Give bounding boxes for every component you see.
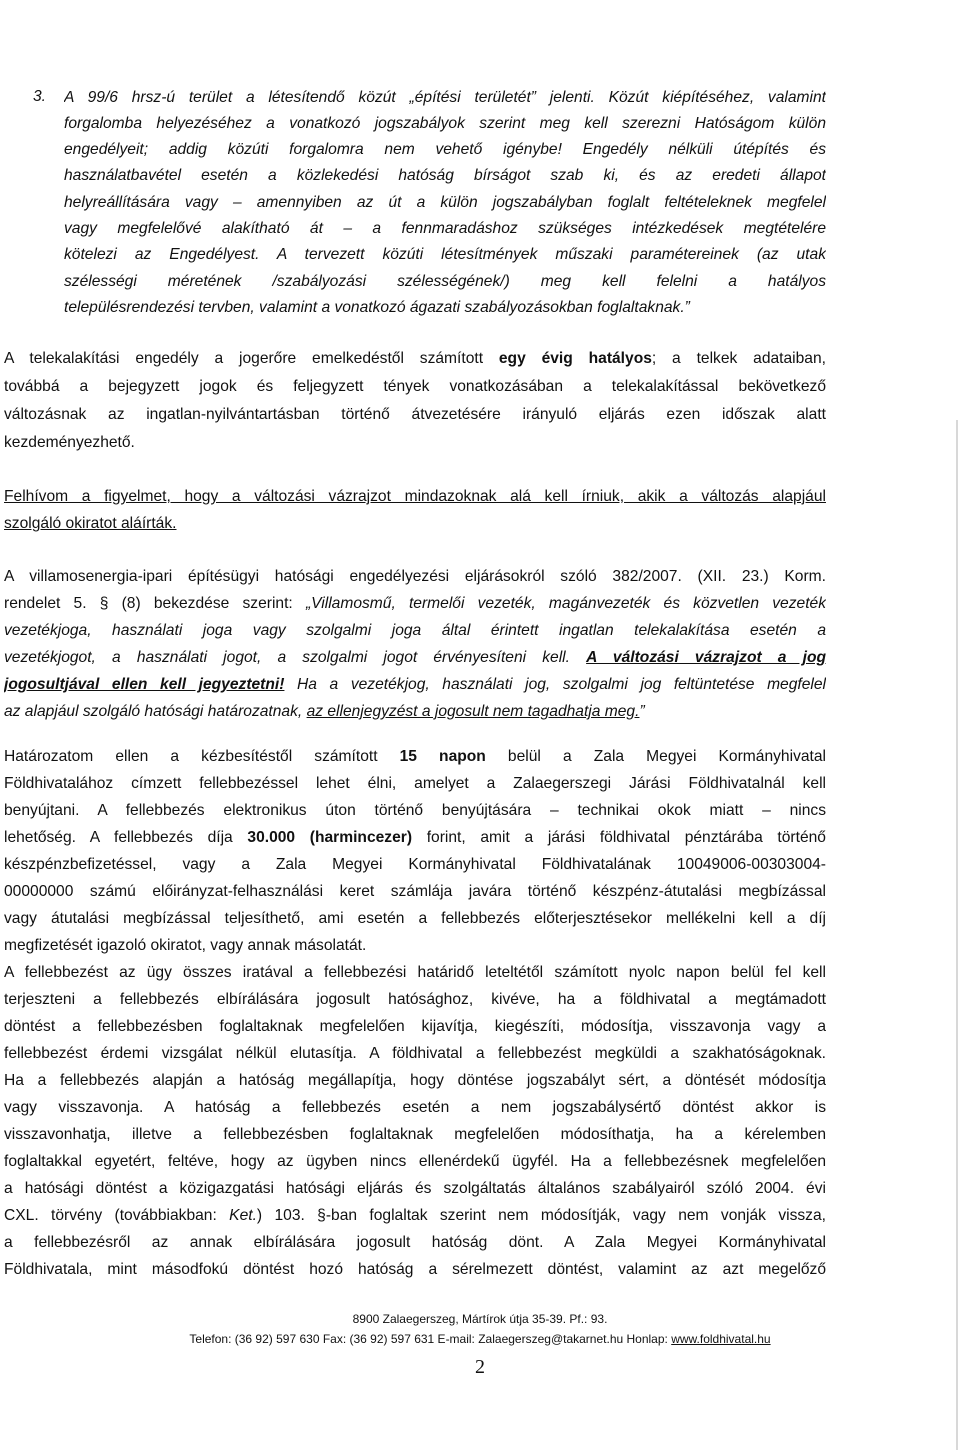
appeal-line: megfizetését igazoló okiratot, vagy annak másolatát. — [4, 937, 367, 954]
text-run: CXL. törvény (továbbiakban: — [4, 1207, 230, 1224]
italic-run: vezetékjogot, a használati jogot, a szolgalmi jogot érvényesíteni kell. — [4, 649, 587, 666]
italic-run: Ket. — [229, 1207, 257, 1224]
item3-line: engedélyeit; addig közúti forgalomra nem vehető igénybe! Engedély nélküli útépítés és — [64, 141, 826, 158]
decree-line — [4, 675, 826, 697]
scan-edge — [956, 420, 958, 1450]
bold-underline-run: jogosultjával ellen kell jegyeztetni! — [4, 676, 285, 693]
procedure-line: a hatósági döntést a közigazgatási hatósági eljárás és szolgáltatás általános szabályairól szóló 2004. évi — [4, 1180, 826, 1197]
procedure-line: foglaltakkal egyetért, feltéve, hogy az ügyben nincs ellenérdekű ügyfél. Ha a fellebbezésnek megfelelően — [4, 1153, 826, 1170]
item3-line: forgalomba helyezéséhez a vonatkozó jogszabályok szerint meg kell szerezni Hatóságom külön — [64, 115, 826, 132]
bold-run: 15 napon — [399, 748, 486, 765]
procedure-line — [4, 1206, 826, 1228]
appeal-line: 00000000 számú előirányzat-felhasználási keret számlája javára történő készpénz-átutalási megbízással — [4, 883, 826, 900]
text-run: A telekalakítási engedély a jogerőre emelkedéstől számított — [4, 350, 499, 367]
appeal-line: vagy átutalási megbízással teljesíthető, ami esetén a fellebbezés előterjesztésekor mellékelni kell a díj — [4, 910, 826, 927]
text-run: rendelet 5. § (8) bekezdése szerint: — [4, 595, 306, 612]
text-run: ; a telkek adataiban, — [651, 350, 826, 367]
text-run: lehetőség. A fellebbezés díja — [4, 829, 248, 846]
procedure-line: döntést a fellebbezésben foglaltaknak megfelelően kijavítja, kiegészíti, módosítja, visszavonja vagy a — [4, 1018, 826, 1035]
item3-line: kötelezi az Engedélyest. A tervezett közúti létesítmények műszaki paramétereinek (az utak — [64, 246, 826, 263]
procedure-line: vagy visszavonja. A hatóság a fellebbezés esetén a nem jogszabálysértő döntést akkor is — [4, 1099, 826, 1116]
procedure-line: Földhivatala, mint másodfokú döntést hozó hatóság a sérelmezett döntést, valamint az azt megelőző — [4, 1261, 826, 1278]
validity-line: változásnak az ingatlan-nyilvántartásban történő átvezetésére irányuló eljárás ezen időszak alatt — [4, 406, 826, 423]
item3-line: településrendezési tervben, valamint a vonatkozó ágazati szabályozásokban foglaltaknak.” — [64, 299, 690, 316]
notice-line: szolgáló okiratot aláírták. — [4, 515, 177, 532]
page-number: 2 — [475, 1356, 485, 1378]
appeal-line — [4, 747, 826, 769]
decree-line — [4, 648, 826, 670]
procedure-line: fellebbezést érdemi vizsgálat nélkül elutasítja. A földhivatal a fellebbezést megküldi a szakhatóságoknak. — [4, 1045, 826, 1062]
italic-run: ” — [639, 703, 645, 720]
appeal-line: benyújtani. A fellebbezés elektronikus úton történő benyújtására – technikai okok miatt – nincs — [4, 802, 826, 819]
footer-address: 8900 Zalaegerszeg, Mártírok útja 35-39. Pf.: 93. — [352, 1312, 608, 1326]
italic-run: „Villamosmű, termelői vezeték, magánvezeték és közvetlen vezeték — [305, 595, 826, 612]
decree-line: A villamosenergia-ipari építésügyi hatósági engedélyezési eljárásokról szóló 382/2007. (XII. 23.) Korm. — [4, 568, 826, 585]
validity-line — [4, 349, 826, 371]
bold-run: 30.000 (harmincezer) — [247, 829, 413, 846]
bold-run: egy évig hatályos — [498, 350, 652, 367]
italic-run: az alapjául szolgáló hatósági határozatnak, — [4, 703, 307, 720]
item3-line: vagy megfelelővé alakítható át – a fennmaradáshoz szükséges intézkedések megtételére — [64, 220, 826, 237]
decree-line: vezetékjoga, használati joga vagy szolgalmi joga által érintett ingatlan telekalakítása esetén a — [4, 622, 826, 639]
decree-line — [4, 702, 826, 724]
website-link[interactable]: www.foldhivatal.hu — [671, 1332, 771, 1346]
validity-line: kezdeményezhető. — [4, 434, 135, 451]
procedure-line: terjeszteni a fellebbezés elbírálására jogosult hatósághoz, kivéve, ha a földhivatal a megtámadott — [4, 991, 826, 1008]
validity-line: továbbá a bejegyzett jogok és feljegyzett tények vonatkozásában a telekalakítással bekövetkező — [4, 378, 826, 395]
text-run: ) 103. §-ban foglaltak szerint nem módosítják, vagy nem vonják vissza, — [256, 1207, 826, 1224]
footer-contact-text: Telefon: (36 92) 597 630 Fax: (36 92) 597 631 E-mail: Zalaegerszeg@takarnet.hu Honlap: — [189, 1332, 672, 1346]
item3-line: helyreállítására vagy – amennyiben az út a külön jogszabályban foglalt feltételeknek megfelel — [64, 194, 826, 211]
italic-underline-run: az ellenjegyzést a jogosult nem tagadhatja meg. — [306, 703, 640, 720]
procedure-line: visszavonhatja, illetve a fellebbezésben foglaltaknak megfelelően módosíthatja, ha a kérelemben — [4, 1126, 826, 1143]
item3-line: használatbavétel esetén a közlekedési hatóság bírságot szab ki, és az eredeti állapot — [64, 167, 826, 184]
item-number: 3. — [33, 88, 47, 105]
text-run: Határozatom ellen a kézbesítéstől számított — [4, 748, 400, 765]
appeal-line: készpénzbefizetéssel, vagy a Zala Megyei Kormányhivatal Földhivatalának 10049006-00303004- — [4, 856, 826, 873]
italic-run: Ha a vezetékjog, használati jog, szolgalmi jog feltüntetése megfelel — [284, 676, 826, 693]
item3-line: A 99/6 hrsz-ú terület a létesítendő közút „építési területét” jelenti. Közút kiépítéséhez, valamint — [64, 89, 826, 106]
procedure-line: Ha a fellebbezés alapján a hatóság megállapítja, hogy döntése jogszabályt sért, a döntését módosítja — [4, 1072, 826, 1089]
footer-contact — [0, 1332, 960, 1346]
bold-underline-run: A változási vázrajzot a jog — [586, 649, 826, 666]
appeal-line — [4, 828, 826, 850]
appeal-line: Földhivatalához címzett fellebbezéssel lehet élni, amelyet a Zalaegerszegi Járási Földhivatalnál kell — [4, 775, 826, 792]
text-run: forint, amit a járási földhivatal pénztárába történő — [412, 829, 826, 846]
text-run: belül a Zala Megyei Kormányhivatal — [485, 748, 826, 765]
decree-line — [4, 594, 826, 616]
procedure-line: A fellebbezést az ügy összes iratával a fellebbezési határidő leteltétől számított nyolc napon belül fel kell — [4, 964, 826, 981]
procedure-line: a fellebbezésről az annak elbírálására jogosult hatóság dönt. A Zala Megyei Kormányhivatal — [4, 1234, 826, 1251]
notice-line: Felhívom a figyelmet, hogy a változási vázrajzot mindazoknak alá kell írniuk, akik a változás alapjául — [4, 488, 826, 505]
item3-line: szélességi méretének /szabályozási szélességének/) meg kell felelni a hatályos — [64, 273, 826, 290]
